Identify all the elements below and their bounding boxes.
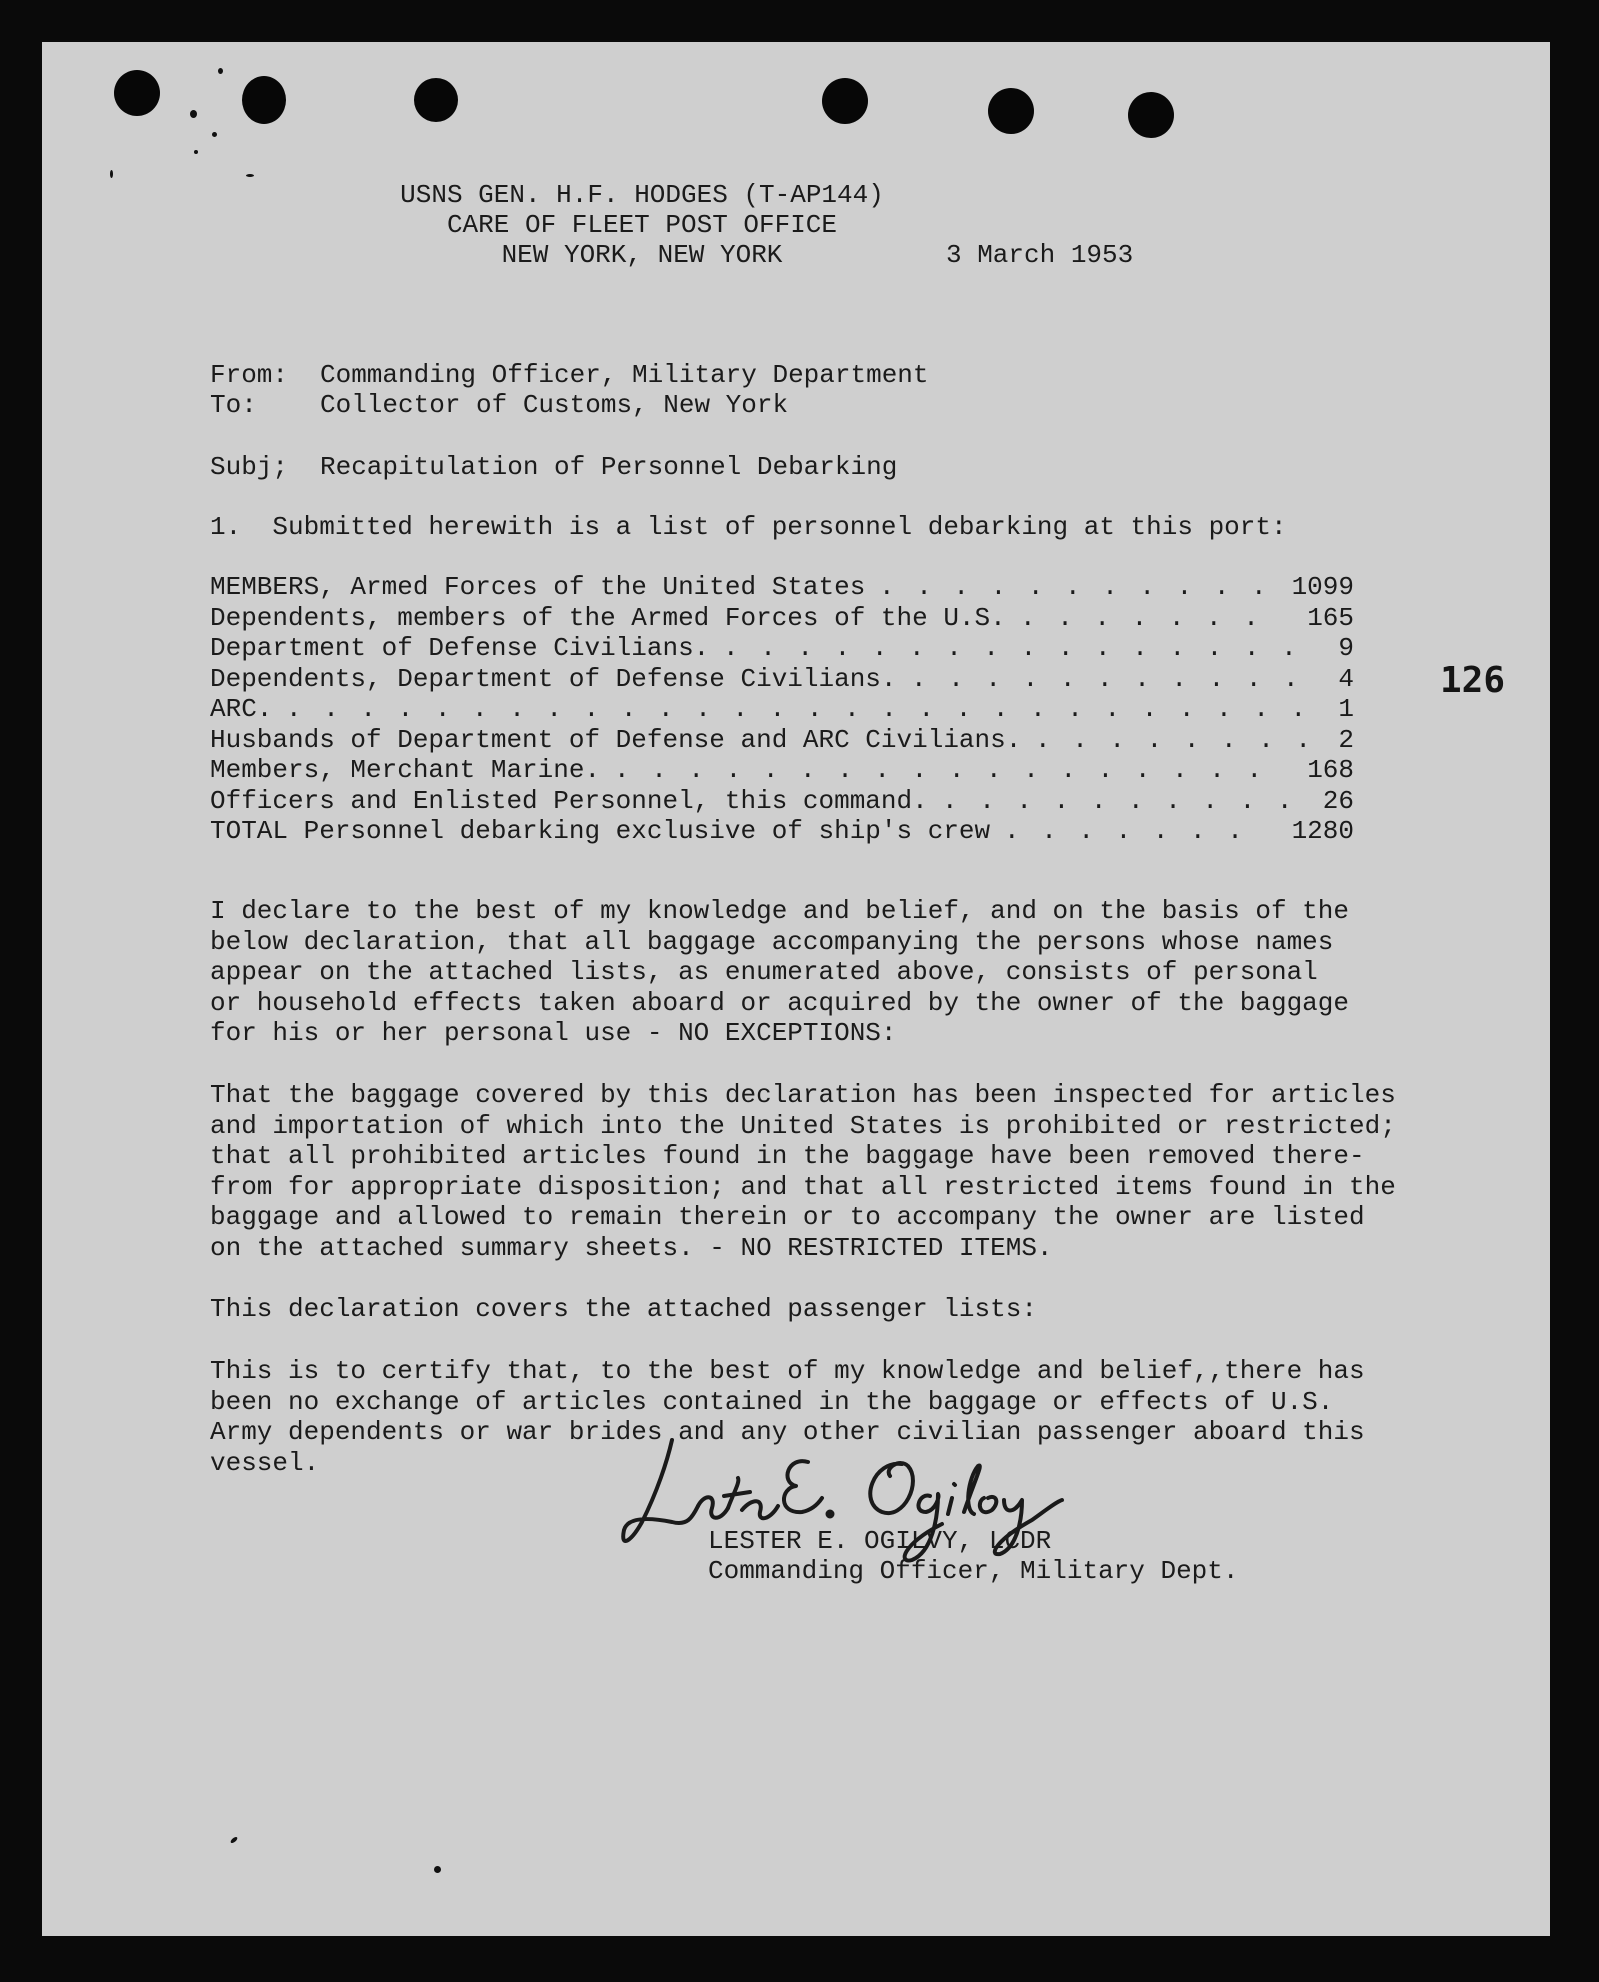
punch-hole (114, 70, 160, 116)
punch-hole (242, 76, 286, 124)
document-page (42, 42, 1550, 1936)
personnel-count: 165 (1307, 602, 1354, 633)
page-number: 126 (1440, 660, 1506, 701)
dot-leader: . . . . . . . . . . . (879, 572, 1270, 602)
personnel-category: Department of Defense Civilians. (210, 633, 710, 663)
personnel-category: ARC. (210, 694, 273, 724)
personnel-count: 4 (1338, 663, 1354, 694)
personnel-row (210, 786, 1354, 816)
personnel-category: Husbands of Department of Defense and ARC Civilians. (210, 724, 1022, 755)
speck (190, 110, 197, 118)
signer-title: Commanding Officer, Military Dept. (708, 1556, 1239, 1586)
letterhead-line-2: CARE OF FLEET POST OFFICE (446, 210, 838, 240)
personnel-row (210, 694, 1354, 724)
dot-leader: . . . . . . . . . . . . . . . . . . . . . . . . . . . . (286, 694, 1310, 724)
signer-name: LESTER E. OGILVY, LCDR (708, 1526, 1052, 1556)
letterhead-line-1: USNS GEN. H.F. HODGES (T-AP144) (400, 180, 884, 210)
speck (434, 1866, 441, 1873)
inspection-paragraph: That the baggage covered by this declaration has been inspected for articles and importation of which into the United States is prohibited or restricted; that all prohibited articles found in the baggage have been removed there- from for appropriate disposition; and that all restricted items found in the baggage and allowed to remain therein or to accompany the owner are listed on the attached summary sheets. - NO RESTRICTED ITEMS. (210, 1080, 1396, 1263)
personnel-row (210, 755, 1354, 785)
personnel-category: MEMBERS, Armed Forces of the United States (210, 572, 866, 602)
dot-leader: . . . . . . . . . . . . . . . . . . (614, 755, 1266, 785)
dot-leader: . . . . . . . . . . (942, 785, 1296, 816)
from-label: From: (210, 360, 289, 390)
speck (212, 132, 217, 137)
speck (110, 170, 113, 178)
certification-paragraph: This is to certify that, to the best of my knowledge and belief,,there has been no exchange of articles contained in the baggage or effects of U.S. Army dependents or war brides and any other civilian passenger aboard this vessel. (210, 1356, 1365, 1478)
dot-leader: . . . . . . . (1004, 816, 1246, 846)
speck (218, 68, 223, 74)
personnel-row (210, 664, 1354, 694)
personnel-count: 1280 (1291, 816, 1354, 846)
coverage-paragraph: This declaration covers the attached passenger lists: (210, 1294, 1037, 1324)
personnel-row (210, 603, 1354, 633)
subject-label: Subj; (210, 452, 289, 482)
dot-leader: . . . . . . . (1020, 602, 1262, 633)
personnel-count: 168 (1307, 755, 1354, 785)
personnel-row (210, 725, 1354, 755)
speck (246, 174, 254, 177)
personnel-count: 1 (1338, 694, 1354, 724)
personnel-row (210, 816, 1354, 846)
personnel-category: TOTAL Personnel debarking exclusive of ship's crew (210, 816, 991, 846)
punch-hole (822, 78, 868, 124)
personnel-row (210, 572, 1354, 602)
to-value: Collector of Customs, New York (320, 390, 789, 420)
to-label: To: (210, 390, 257, 420)
letter-date: 3 March 1953 (946, 240, 1134, 270)
personnel-category: Officers and Enlisted Personnel, this command. (210, 785, 928, 816)
dot-leader: . . . . . . . . . . . . . . . . (723, 633, 1300, 663)
personnel-category: Dependents, Department of Defense Civilians. (210, 663, 897, 694)
personnel-count: 2 (1338, 724, 1354, 755)
personnel-row (210, 633, 1354, 663)
speck (194, 150, 198, 154)
intro-line: 1. Submitted herewith is a list of personnel debarking at this port: (210, 512, 1287, 542)
speck (230, 1836, 239, 1844)
personnel-count: 9 (1338, 633, 1354, 663)
subject-value: Recapitulation of Personnel Debarking (320, 452, 898, 482)
letterhead-line-3: NEW YORK, NEW YORK (501, 240, 783, 270)
personnel-count: 1099 (1291, 572, 1354, 602)
punch-hole (1128, 92, 1174, 138)
personnel-count: 26 (1322, 785, 1354, 816)
punch-hole (414, 78, 458, 122)
punch-hole (988, 88, 1034, 134)
dot-leader: . . . . . . . . . . . (911, 663, 1302, 694)
personnel-category: Members, Merchant Marine. (210, 755, 601, 785)
personnel-category: Dependents, members of the Armed Forces of the U.S. (210, 602, 1006, 633)
declaration-paragraph: I declare to the best of my knowledge and belief, and on the basis of the below declaration, that all baggage accompanying the persons whose names appear on the attached lists, as enumerated above, consists of personal or household effects taken aboard or acquired by the owner of the baggage for his or her personal use - NO EXCEPTIONS: (210, 896, 1349, 1048)
dot-leader: . . . . . . . . (1035, 724, 1315, 755)
from-value: Commanding Officer, Military Department (320, 360, 929, 390)
